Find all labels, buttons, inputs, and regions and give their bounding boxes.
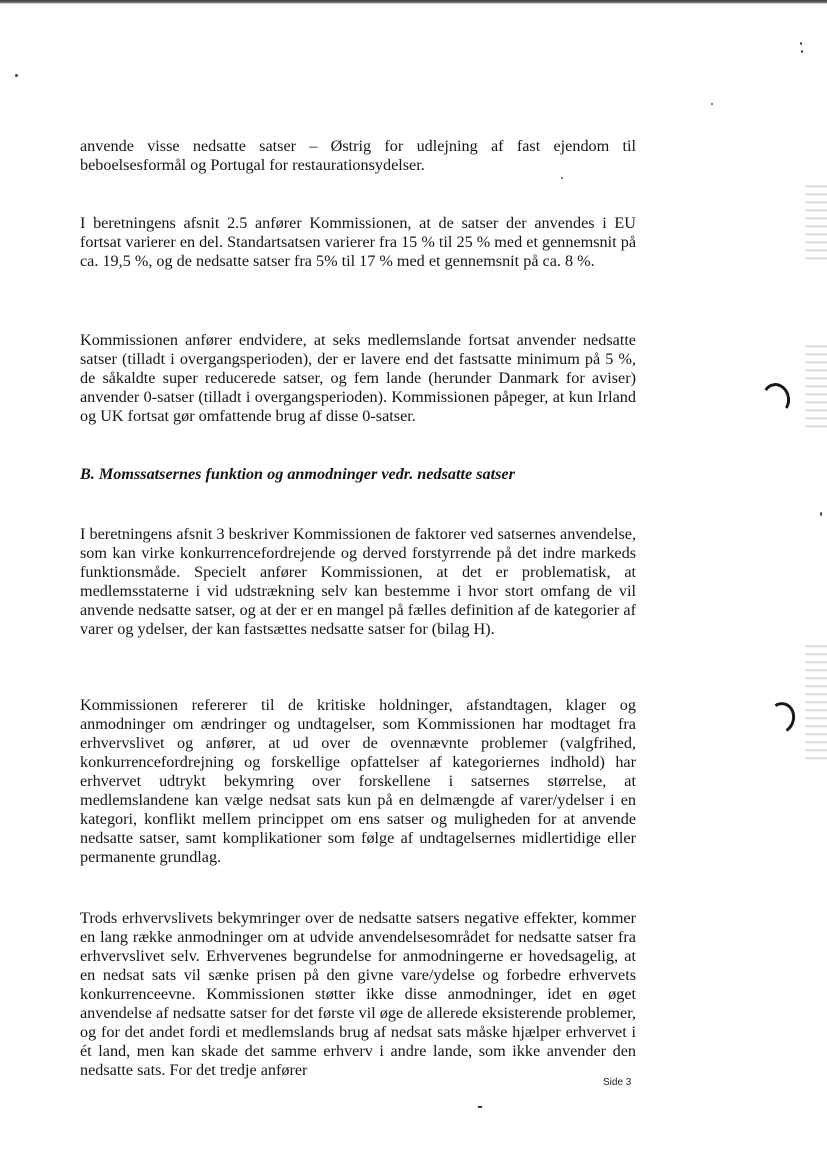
scan-edge-noise: [805, 340, 827, 430]
punch-hole-mark: [759, 381, 792, 417]
scan-speck: [801, 50, 803, 53]
scan-speck: [15, 74, 18, 77]
paragraph-exceptions: anvende visse nedsatte satser – Østrig for udlejning af fast ejendom til beboelsesformål og Portugal for restaurationsydelser.: [80, 137, 636, 174]
scan-speck: [711, 103, 713, 105]
scan-top-edge: [0, 0, 827, 4]
paragraph-competition-distortion: I beretningens afsnit 3 beskriver Kommissionen de faktorer ved satsernes anvendelse, som kan virke konkurrencefordrejende og derved forstyrrende på det indre markeds funktionsmåde. Specielt anfører Kommissionen, at det er problematisk, at medlemsstaterne i vid udstrækning selv kan bestemme i hvor stort omfang de vil anvende nedsatte satser, og at der er en mangel på fælles definition af de kategorier af varer og ydelser, der kan fastsættes nedsatte satser for (bilag H).: [80, 525, 636, 638]
scan-speck: [800, 42, 802, 45]
paragraph-business-concerns: Kommissionen refererer til de kritiske holdninger, afstandtagen, klager og anmodninger om ændringer og undtagelser, som Kommissionen har modtaget fra erhvervslivet og anfører, at ud over de ovennævnte problemer (valgfrihed, konkurrencefordrejning og forskellige opfattelser af kategoriernes indhold) har erhvervet udtrykt bekymring over forskellene i satsernes størrelse, at medlemslandene kan vælge nedsat sats kun på en delmængde af varer/ydelser i en kategori, konflikt mellem princippet om ens satser og muligheden for at anvende nedsatte satser, samt komplikationer som følge af undtagelsernes midlertidige eller permanente grundlag.: [80, 696, 636, 866]
paragraph-business-requests: Trods erhvervslivets bekymringer over de nedsatte satsers negative effekter, kommer en lang række anmodninger om at udvide anvendelsesområdet for nedsatte satser fra erhvervslivet selv. Erhvervenes begrundelse for anmodningerne er hovedsagelig, at en nedsat sats vil sænke prisen på den givne vare/ydelse og forbedre erhvervets konkurrenceevne. Kommissionen støtter ikke disse anmodninger, idet en øget anvendelse af nedsatte satser for det første vil øge de allerede eksisterende problemer, og for det andet fordi et medlemslands brug af nedsat sats måske hjælper erhvervet i ét land, men kan skade det samme erhverv i andre lande, som ikke anvender den nedsatte sats. For det tredje anfører: [80, 909, 636, 1079]
scan-speck: [561, 177, 563, 179]
page-number: Side 3: [603, 1077, 632, 1088]
scan-edge-noise: [805, 640, 827, 760]
paragraph-super-reduced-rates: Kommissionen anfører endvidere, at seks medlemslande fortsat anvender nedsatte satser (tilladt i overgangsperioden), der er lavere end det fastsatte minimum på 5 %, de såkaldte super reducerede satser, og fem lande (herunder Danmark for aviser) anvender 0-satser (tilladt i overgangsperioden). Kommissionen påpeger, at kun Irland og UK fortsat gør omfattende brug af disse 0-satser.: [80, 331, 636, 425]
paragraph-rate-variation: I beretningens afsnit 2.5 anfører Kommissionen, at de satser der anvendes i EU fortsat varierer en del. Standartsatsen varierer fra 15 % til 25 % med et gennemsnit på ca. 19,5 %, og de nedsatte satser fra 5% til 17 % med et gennemsnit på ca. 8 %.: [80, 214, 636, 270]
scan-dash-mark: [478, 1106, 482, 1108]
scan-edge-noise: [805, 180, 827, 260]
scan-speck: [820, 512, 822, 516]
punch-hole-mark: [763, 699, 798, 737]
section-heading: B. Momssatsernes funktion og anmodninger vedr. nedsatte satser: [80, 465, 515, 483]
